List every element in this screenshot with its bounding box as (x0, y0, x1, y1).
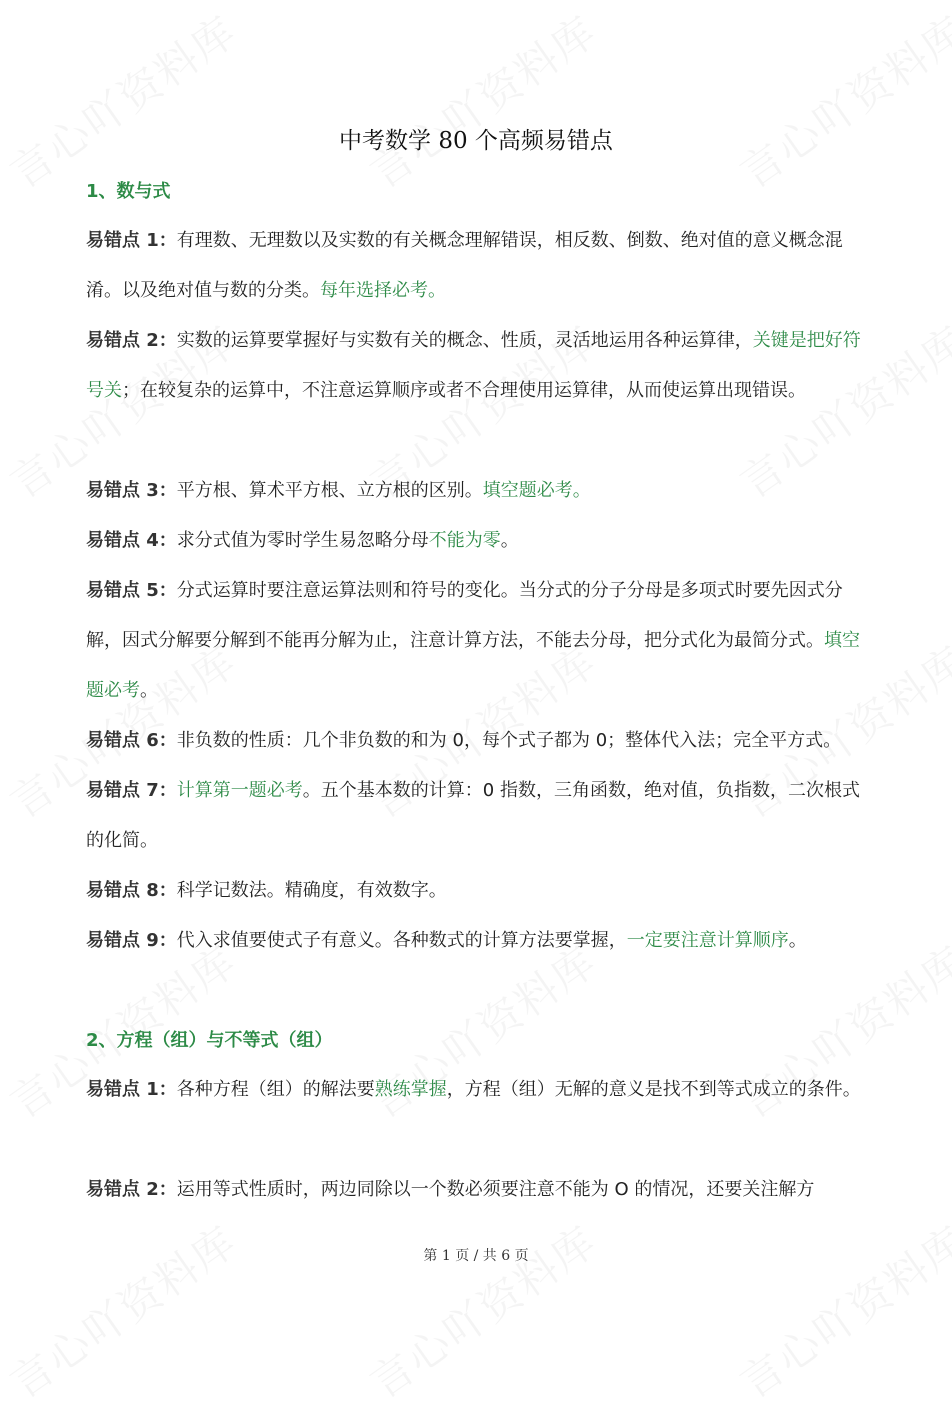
footer-suffix: 页 (514, 1248, 529, 1264)
highlight-text: 一定要注意计算顺序 (626, 930, 789, 951)
error-point-label: 易错点 3： (86, 480, 177, 501)
watermark-text (357, 1210, 608, 1410)
highlight-text: 熟练掌握 (374, 1079, 447, 1100)
error-point-1-1 (86, 216, 871, 316)
error-point-1-9 (86, 916, 871, 966)
section-heading: 2、方程（组）与不等式（组） (86, 1030, 333, 1051)
error-point-1-8 (86, 866, 871, 916)
error-point-1-4 (86, 516, 871, 566)
body-text: 分式运算时要注意运算法则和符号的变化。当分式的分子分母是多项式时要先因式分解，因式分解要分解到不能再分解为止，注意计算方法，不能去分母，把分式化为最简分式。 (86, 580, 843, 651)
body-text: 各种方程（组）的解法要 (176, 1079, 375, 1100)
error-point-label: 易错点 2： (86, 1179, 177, 1200)
watermark-text (727, 0, 952, 200)
watermark-text (0, 1210, 247, 1410)
watermark-text (357, 0, 608, 200)
error-point-label: 易错点 2： (86, 330, 177, 351)
body-text: 有理数、无理数以及实数的有关概念理解错误，相反数、倒数、绝对值的意义概念混淆。以及绝对值与数的分类。 (86, 230, 843, 301)
body-text: ，方程（组）无解的意义是找不到等式成立的条件。 (446, 1079, 861, 1100)
highlight-text: 不能为零 (428, 530, 501, 551)
page-footer (0, 1245, 952, 1265)
highlight-text: 填空题必考。 (482, 480, 591, 501)
error-point-label: 易错点 4： (86, 530, 177, 551)
error-point-1-3 (86, 466, 871, 516)
body-text: ；在较复杂的运算中，不注意运算顺序或者不合理使用运算律，从而使运算出现错误。 (122, 380, 806, 401)
body-text: 运用等式性质时，两边同除以一个数必须要注意不能为 O 的情况，还要关注解方 (176, 1179, 815, 1200)
body-text: 求分式值为零时学生易忽略分母 (176, 530, 429, 551)
body-text: 实数的运算要掌握好与实数有关的概念、性质，灵活地运用各种运算律， (176, 330, 753, 351)
body-text: 。五个基本数的计算：0 指数，三角函数，绝对值，负指数，二次根式的化简。 (86, 780, 860, 851)
body-text: 。 (500, 530, 519, 551)
section-heading: 1、数与式 (86, 181, 171, 202)
page-title: 中考数学 80 个高频易错点 (339, 128, 613, 154)
highlight-text: 填空题必考 (86, 630, 860, 701)
error-point-label: 易错点 1： (86, 1079, 177, 1100)
body-text: 平方根、算术平方根、立方根的区别。 (176, 480, 483, 501)
error-point-1-7 (86, 766, 871, 866)
body-text: 科学记数法。精确度，有效数字。 (176, 880, 447, 901)
footer-middle: 页 / 共 (455, 1248, 497, 1264)
error-point-2-2 (86, 1165, 871, 1215)
body-text: 。 (788, 930, 807, 951)
footer-prefix: 第 (423, 1248, 438, 1264)
body-text: 非负数的性质：几个非负数的和为 0，每个式子都为 0；整体代入法；完全平方式。 (176, 730, 842, 751)
highlight-text: 计算第一题必考 (176, 780, 303, 801)
error-point-label: 易错点 7： (86, 780, 177, 801)
error-point-1-2 (86, 316, 871, 416)
error-point-label: 易错点 6： (86, 730, 177, 751)
highlight-text: 每年选择必考。 (320, 280, 446, 301)
footer-page-number: 1 (441, 1248, 451, 1264)
error-point-label: 易错点 1： (86, 230, 177, 251)
error-point-1-6 (86, 716, 871, 766)
footer-total-pages: 6 (501, 1248, 511, 1264)
watermark-text (727, 1210, 952, 1410)
error-point-2-1 (86, 1065, 871, 1115)
error-point-label: 易错点 5： (86, 580, 177, 601)
error-point-1-5 (86, 566, 871, 716)
watermark-text (0, 0, 247, 200)
body-text: 代入求值要使式子有意义。各种数式的计算方法要掌握， (176, 930, 627, 951)
error-point-label: 易错点 9： (86, 930, 177, 951)
highlight-text: 关键是把好符号关 (86, 330, 861, 401)
error-point-label: 易错点 8： (86, 880, 177, 901)
body-text: 。 (140, 680, 158, 701)
